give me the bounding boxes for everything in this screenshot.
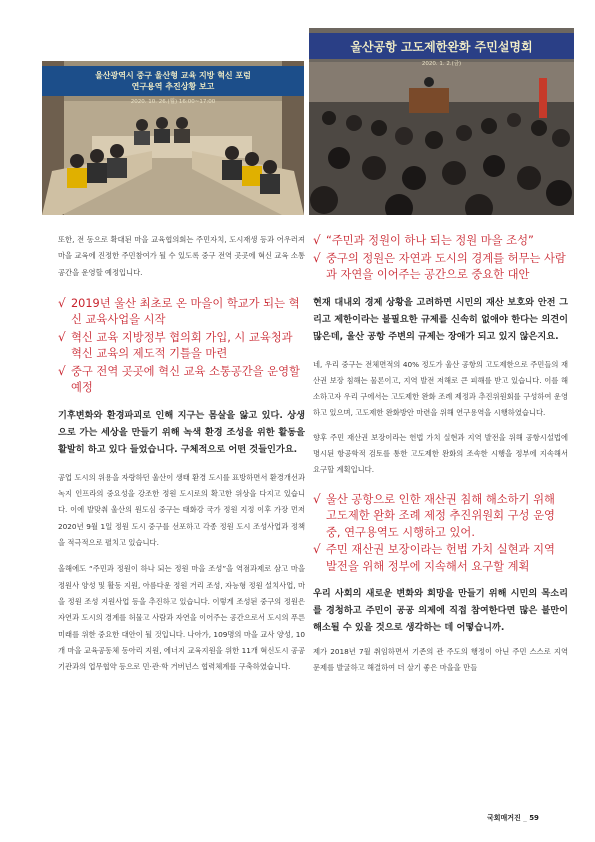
check-mark-icon: √ <box>313 250 321 265</box>
briefing-banner <box>309 33 574 59</box>
photo-meeting-conference-room <box>42 61 304 215</box>
paragraph-property-rights: 향후 주민 재산권 보장이라는 헌법 가치 실현과 지역 발전을 위해 공항시설법에 명시된 항공학적 검토를 통한 고도제한 완화의 조속한 시행을 정부에 지속해서 요구할 계획입니다. <box>313 432 568 475</box>
interview-question-environment: 기후변화와 환경파괴로 인해 지구는 몸살을 앓고 있다. 상생으로 가는 세상을 만들기 위해 녹색 환경 조성을 위한 활동을 활발히 하고 있다 들었습니다. 구체적으로 어떤 것들인가요. <box>58 409 305 455</box>
meeting-banner-date: 2020. 10. 26.(월) 16:00~17:00 <box>130 99 216 105</box>
check-mark-icon: √ <box>58 329 66 344</box>
meeting-banner-title: 울산광역시 중구 울산형 교육 지방 혁신 포럼 <box>95 71 251 80</box>
check-mark-icon: √ <box>58 295 66 310</box>
left-column <box>58 232 305 675</box>
interview-question-participation: 우리 사회의 새로운 변화와 희망을 만들기 위해 시민의 목소리를 경청하고 주민이 공공 의제에 직접 참여한다면 많은 불만이 해소될 수 있을 것으로 생각하는 데 어떻습니까. <box>313 588 568 634</box>
paragraph-garden-village: 올해에도 “주민과 정원이 하나 되는 정원 마을 조성”을 역점과제로 삼고 마을정원사 양성 및 활동 지원, 아름다운 정원 거리 조성, 자능형 정원 설치사업, 마을 정원 조성 지원사업 등을 추진하고 있습니다. 이렇게 조성된 중구의 정원은 자연과 도시의 경계를 허물고 사람과 자연을 이어주는 공간으로서 도시의 푸른 미래를 위한 중요한 대안이 될 것입니다. 나아가, 109명의 마을 교사 양성, 10개 마을 교육공동체 동아리 지원, 에너지 교육지원을 위한 11개 혁신도시 공공기관과의 업무협약 등으로 민·관·학 거버넌스 협력체계를 구축하였습니다. <box>58 564 305 672</box>
highlight-item: √ 중구의 정원은 자연과 도시의 경계를 허무는 사람과 자연을 이어주는 공간으로 중요한 대안 <box>313 250 566 281</box>
highlight-list-garden <box>313 232 568 284</box>
briefing-banner-date: 2020. 1. 2.(금) <box>421 61 462 67</box>
highlight-item: √ 울산 공항으로 인한 재산권 침해 해소하기 위해 고도제한 완화 조례 제정 추진위원회 구성 운영 중, 연구용역도 시행하고 있어. <box>313 491 555 539</box>
paragraph-height-limit: 네, 우리 중구는 전체면적의 40% 정도가 울산 공항의 고도제한으로 주민들의 재산권 보장 침해는 물론이고, 지역 발전 저해로 큰 피해를 받고 있습니다. 이를 해소하고자 우리 구에서는 고도제한 완화 조례 제정과 추진위원회를 구성하여 운영하고 있으며, 고도제한 완화방안 마련을 위해 연구용역을 시행하였습니다. <box>313 359 568 418</box>
paragraph-inauguration: 제가 2018년 7월 취임하면서 기존의 관 주도의 행정이 아닌 주민 스스로 지역 문제를 발굴하고 해결하여 더 살기 좋은 마을을 만들 <box>313 647 568 673</box>
meeting-banner <box>42 66 304 96</box>
check-mark-icon: √ <box>313 233 321 247</box>
check-mark-icon: √ <box>58 363 66 378</box>
highlight-item: √ 주민 재산권 보장이라는 헌법 가치 실현과 지역 발전을 위해 정부에 지속해서 요구할 계획 <box>313 542 555 573</box>
footer-separator: _ <box>523 814 527 822</box>
interview-question-airport: 현재 대내외 경제 상황을 고려하면 시민의 재산 보호와 안전 그리고 제한이라는 불필요한 규제를 신속히 없애야 한다는 의견이 많은데, 울산 공항 주변의 규제는 장애가 되고 있지 않은지요. <box>313 296 568 342</box>
highlight-list-education <box>58 295 305 397</box>
page-footer <box>487 813 539 823</box>
right-column <box>313 232 568 677</box>
highlight-list-airport <box>313 491 568 576</box>
meeting-banner-subtitle: 연구용역 추진상황 보고 <box>131 82 215 91</box>
highlight-item: √ 혁신 교육 지방정부 협의회 가입, 시 교육청과 혁신 교육의 제도적 기틀을 마련 <box>58 329 293 361</box>
paragraph-education-council: 또한, 전 동으로 확대된 마을 교육협의회는 주민자치, 도시재생 등과 어우러져 마을 교육에 진정한 주민참여가 될 수 있도록 중구 전역 곳곳에 혁신 교육 소통공간을 운영할 예정입니다. <box>58 235 305 277</box>
highlight-item: √ “주민과 정원이 하나 되는 정원 마을 조성” <box>313 233 534 247</box>
briefing-banner-title: 울산공항 고도제한완화 주민설명회 <box>350 39 533 54</box>
magazine-name: 국회매거진 <box>487 814 521 822</box>
paragraph-garden-city: 공업 도시의 위용을 자랑하던 울산이 생태 환경 도시를 표방하면서 환경개선과 녹지 인프라의 중요성을 강조한 정원 도시로의 확고한 위상을 다지고 있습니다. 이에 발맞춰 울산의 원도심 중구는 태화강 국가 정원 지정 이후 가장 먼저 2020년 9월 1일 정원 도시 중구를 선포하고 각종 정원 도시 조성사업과 정책을 적극적으로 펼치고 있습니다. <box>58 472 305 548</box>
check-mark-icon: √ <box>313 491 321 506</box>
check-mark-icon: √ <box>313 542 321 557</box>
page-number: 59 <box>529 814 539 822</box>
highlight-item: √ 2019년 울산 최초로 온 마을이 학교가 되는 혁신 교육사업을 시작 <box>58 295 300 327</box>
photo-resident-briefing <box>309 28 574 215</box>
highlight-item: √ 중구 전역 곳곳에 혁신 교육 소통공간을 운영할 예정 <box>58 363 300 395</box>
